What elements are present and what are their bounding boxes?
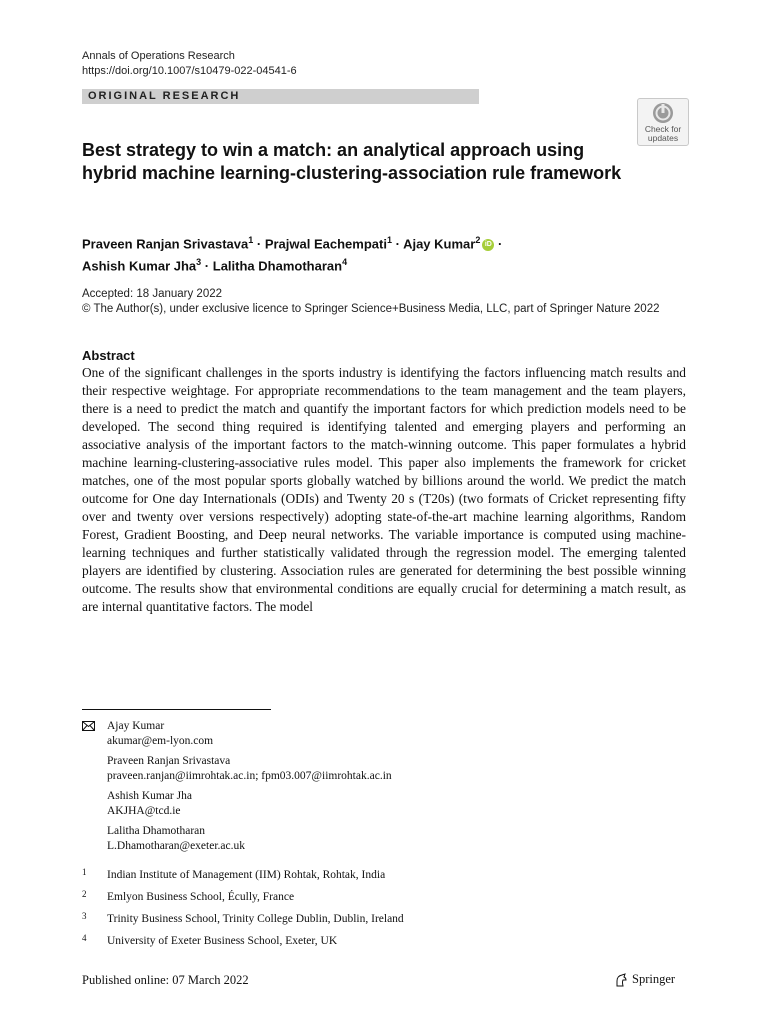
author-name: Ashish Kumar Jha: [82, 258, 197, 274]
publisher-name: Springer: [632, 972, 676, 986]
section-label-bar: [82, 89, 479, 104]
affiliation-text: University of Exeter Business School, Exeter, UK: [107, 935, 338, 947]
paper-title: Best strategy to win a match: an analytical approach using hybrid machine learning-clustering-association rule framework: [82, 140, 622, 183]
affiliation-text: Emlyon Business School, Écully, France: [107, 891, 295, 903]
contact-entry: [82, 754, 392, 784]
affiliation-text: Trinity Business School, Trinity College Dublin, Dublin, Ireland: [107, 913, 404, 925]
orcid-icon[interactable]: iD: [482, 239, 494, 251]
author-separator: ·: [395, 236, 400, 252]
doi-link[interactable]: https://doi.org/10.1007/s10479-022-04541-6: [82, 65, 297, 77]
contact-entry: [82, 719, 392, 749]
author-separator: ·: [497, 236, 503, 252]
author-name: Lalitha Dhamotharan: [212, 258, 343, 274]
check-updates-icon: [652, 102, 674, 124]
published-online-date: Published online: 07 March 2022: [82, 973, 249, 987]
contact-email[interactable]: akumar@em-lyon.com: [107, 735, 214, 747]
contact-email[interactable]: AKJHA@tcd.ie: [107, 805, 181, 817]
copyright-notice: © The Author(s), under exclusive licence to Springer Science+Business Media, LLC, part of Springer Nature 2022: [82, 303, 660, 315]
affiliation-list: [82, 868, 404, 956]
contact-name: Ajay Kumar: [107, 720, 165, 732]
author-name: Prajwal Eachempati: [264, 236, 387, 252]
check-updates-line-2: updates: [647, 133, 679, 143]
check-for-updates-badge[interactable]: [637, 98, 689, 146]
affiliation-number: 2: [82, 889, 87, 899]
journal-name: Annals of Operations Research: [82, 50, 235, 62]
contact-name: Ashish Kumar Jha: [107, 790, 192, 802]
author-name: Praveen Ranjan Srivastava: [82, 236, 249, 252]
affiliation-item: [82, 890, 404, 905]
contact-entry: [82, 824, 392, 854]
affiliation-item: [82, 934, 404, 949]
springer-horse-icon: [614, 973, 628, 987]
section-label: ORIGINAL RESEARCH: [88, 90, 241, 102]
envelope-icon: [82, 721, 95, 731]
author-affiliation-mark: 2: [475, 235, 481, 245]
contact-email[interactable]: praveen.ranjan@iimrohtak.ac.in; fpm03.007@iimrohtak.ac.in: [107, 770, 392, 782]
affiliation-number: 4: [82, 933, 87, 943]
author-affiliation-mark: 1: [248, 235, 254, 245]
check-updates-line-1: Check for: [644, 124, 682, 134]
publication-dates: [82, 287, 660, 317]
affiliation-number: 3: [82, 911, 87, 921]
affiliation-item: [82, 868, 404, 883]
author-affiliation-mark: 4: [342, 257, 348, 268]
author-list: [82, 231, 642, 276]
author-separator: ·: [256, 236, 262, 252]
accepted-date: Accepted: 18 January 2022: [82, 288, 223, 300]
author-affiliation-mark: 3: [196, 257, 202, 268]
contact-name: Praveen Ranjan Srivastava: [107, 755, 231, 767]
corresponding-contacts: [82, 719, 392, 859]
footnote-divider: [82, 709, 271, 710]
journal-header: [82, 49, 297, 79]
author-affiliation-mark: 1: [386, 235, 392, 245]
abstract-text: One of the significant challenges in the sports industry is identifying the factors influencing match results and their respective weightage. For appropriate recommendations to the team management and the team players, there is a need to predict the match and quantify the important factors for which prediction models need to be developed. The second thing required is identifying talented and emerging players and performing an associative analysis of the important factors to the match-winning outcome. This paper formulates a hybrid machine learning-clustering-associative rules model. This paper also implements the framework for cricket matches, one of the most popular sports globally watched by billions around the world. We predict the match outcome for One day Internationals (ODIs) and Twenty 20 s (T20s) (two formats of Cricket representing fifty over and twenty over versions respectively) adopting state-of-the-art machine learning algorithms, Random Forest, Gradient Boosting, and Deep neural networks. The variable importance is computed using machine-learning techniques and further statistically validated through the regression model. The emerging talented players are identified by clustering. Association rules are generated for determining the best possible winning outcome. The results show that environmental conditions are equally crucial for determining a match result, as are internal quantitative factors. The model: [82, 365, 686, 614]
affiliation-item: [82, 912, 404, 927]
contact-name: Lalitha Dhamotharan: [107, 825, 206, 837]
abstract-heading: Abstract: [82, 348, 135, 363]
author-separator: ·: [204, 258, 210, 274]
author-name: Ajay Kumar: [403, 236, 476, 252]
contact-email[interactable]: L.Dhamotharan@exeter.ac.uk: [107, 840, 245, 852]
affiliation-number: 1: [82, 867, 87, 877]
publisher-logo: [614, 972, 675, 987]
contact-entry: [82, 789, 392, 819]
affiliation-text: Indian Institute of Management (IIM) Rohtak, Rohtak, India: [107, 869, 386, 881]
